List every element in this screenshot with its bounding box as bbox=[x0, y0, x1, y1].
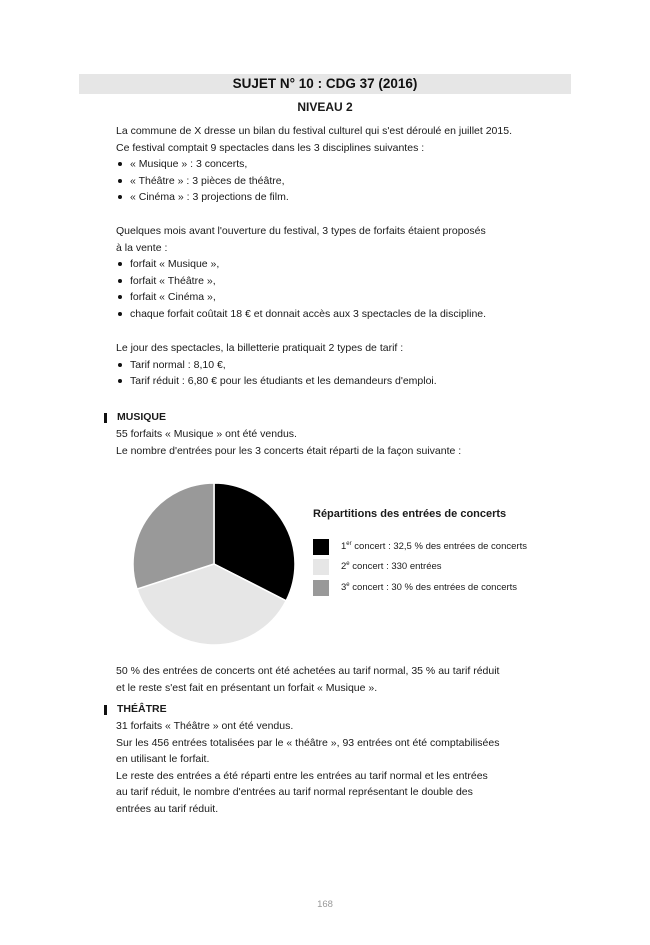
forfaits-line: Quelques mois avant l'ouverture du festival, 3 types de forfaits étaient proposés bbox=[116, 225, 486, 237]
musique-after-line: et le reste s'est fait en présentant un forfait « Musique ». bbox=[116, 681, 378, 694]
discipline-bullet: « Musique » : 3 concerts, bbox=[116, 156, 512, 173]
musique-after-paragraph bbox=[116, 663, 499, 696]
chart-title: Répartitions des entrées de concerts bbox=[313, 508, 507, 520]
theatre-line: Sur les 456 entrées totalisées par le « théâtre », 93 entrées ont été comptabilisées bbox=[116, 736, 500, 749]
tarif-bullet: Tarif normal : 8,10 €, bbox=[116, 357, 437, 374]
legend-swatch bbox=[313, 580, 329, 596]
section-heading-musique: MUSIQUE bbox=[117, 411, 167, 423]
legend-label: 2e concert : 330 entrées bbox=[341, 561, 442, 572]
page-subtitle: NIVEAU 2 bbox=[297, 100, 353, 114]
musique-after-line: 50 % des entrées de concerts ont été achetées au tarif normal, 35 % au tarif réduit bbox=[116, 665, 500, 677]
forfait-bullet: forfait « Théâtre », bbox=[116, 273, 486, 290]
legend-swatch bbox=[313, 539, 329, 555]
tarif-bullet: Tarif réduit : 6,80 € pour les étudiants et les demandeurs d'emploi. bbox=[116, 373, 437, 390]
theatre-line: au tarif réduit, le nombre d'entrées au tarif normal représentant le double des bbox=[116, 786, 473, 799]
tarifs-paragraph bbox=[116, 340, 437, 390]
musique-line: 55 forfaits « Musique » ont été vendus. bbox=[116, 428, 297, 440]
musique-paragraph bbox=[116, 426, 461, 459]
forfait-bullet: forfait « Cinéma », bbox=[116, 289, 486, 306]
theatre-line: Le reste des entrées a été réparti entre les entrées au tarif normal et les entrées bbox=[116, 769, 488, 782]
tarifs-line: Le jour des spectacles, la billetterie pratiquait 2 types de tarif : bbox=[116, 342, 404, 354]
section-heading-theatre: THÉÂTRE bbox=[117, 703, 167, 715]
discipline-bullet: « Théâtre » : 3 pièces de théâtre, bbox=[116, 173, 512, 190]
intro-line: La commune de X dresse un bilan du festival culturel qui s'est déroulé en juillet 2015. bbox=[116, 125, 512, 137]
musique-line: Le nombre d'entrées pour les 3 concerts était réparti de la façon suivante : bbox=[116, 444, 462, 457]
theatre-paragraph bbox=[116, 718, 499, 818]
legend-label: 3e concert : 30 % des entrées de concerts bbox=[341, 582, 518, 593]
forfaits-line: à la vente : bbox=[116, 241, 168, 254]
theatre-line: entrées au tarif réduit. bbox=[116, 802, 219, 815]
discipline-bullet: « Cinéma » : 3 projections de film. bbox=[116, 189, 512, 206]
legend-label: 1er concert : 32,5 % des entrées de concerts bbox=[341, 541, 527, 552]
forfaits-paragraph bbox=[116, 223, 486, 323]
concert-pie-chart bbox=[128, 478, 300, 650]
forfait-bullet: forfait « Musique », bbox=[116, 256, 486, 273]
intro-line: Ce festival comptait 9 spectacles dans les 3 disciplines suivantes : bbox=[116, 141, 425, 154]
intro-paragraph bbox=[116, 123, 512, 206]
page-title: SUJET N° 10 : CDG 37 (2016) bbox=[79, 74, 571, 94]
legend-swatch bbox=[313, 559, 329, 575]
theatre-line: 31 forfaits « Théâtre » ont été vendus. bbox=[116, 720, 294, 732]
page-number: 168 bbox=[317, 899, 333, 910]
forfait-bullet: chaque forfait coûtait 18 € et donnait accès aux 3 spectacles de la discipline. bbox=[116, 306, 486, 323]
theatre-line: en utilisant le forfait. bbox=[116, 753, 210, 766]
